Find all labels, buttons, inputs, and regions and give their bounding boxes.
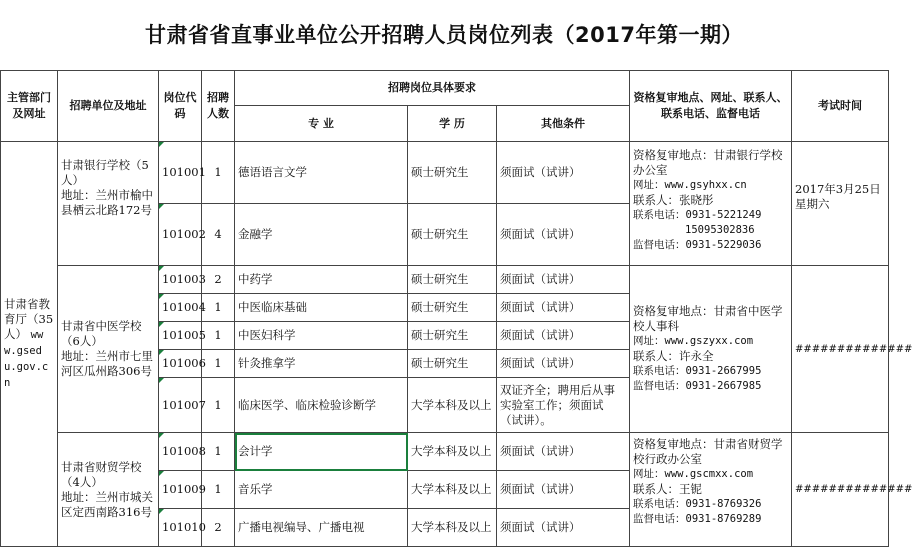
review-cell[interactable] (630, 142, 792, 266)
review-phone: 联系电话：0931-5221249 (633, 209, 762, 221)
job-education[interactable]: 硕士研究生 (408, 294, 497, 322)
exam-time[interactable]: ############## (792, 266, 889, 433)
job-other[interactable]: 须面试（试讲） (497, 471, 630, 509)
job-count[interactable]: 1 (202, 350, 235, 378)
header-code: 岗位代码 (159, 71, 202, 142)
job-major[interactable]: 中医妇科学 (235, 322, 408, 350)
unit-address: 地址：兰州市城关区定西南路316号 (61, 489, 153, 519)
job-code[interactable]: 101009 (159, 471, 202, 509)
review-phone: 联系电话：0931-8769326 (633, 498, 762, 510)
table-row[interactable] (1, 266, 889, 294)
review-phone: 联系电话：0931-2667995 (633, 365, 762, 377)
exam-time[interactable]: ############## (792, 433, 889, 547)
job-count[interactable]: 2 (202, 509, 235, 547)
job-code[interactable]: 101008 (159, 433, 202, 471)
exam-time[interactable]: 2017年3月25日星期六 (792, 142, 889, 266)
header-education: 学 历 (408, 106, 497, 142)
job-code[interactable]: 101005 (159, 322, 202, 350)
job-other[interactable]: 须面试（试讲） (497, 266, 630, 294)
review-cell[interactable] (630, 266, 792, 433)
job-education[interactable]: 大学本科及以上 (408, 378, 497, 433)
unit-cell[interactable] (58, 433, 159, 547)
job-education[interactable]: 大学本科及以上 (408, 433, 497, 471)
job-education[interactable]: 大学本科及以上 (408, 471, 497, 509)
review-location: 资格复审地点：甘肃省中医学校人事科 (633, 304, 783, 333)
job-count[interactable]: 1 (202, 322, 235, 350)
job-education[interactable]: 硕士研究生 (408, 350, 497, 378)
job-education[interactable]: 大学本科及以上 (408, 509, 497, 547)
job-count[interactable]: 1 (202, 378, 235, 433)
job-other[interactable]: 须面试（试讲） (497, 509, 630, 547)
job-count[interactable]: 1 (202, 471, 235, 509)
review-supervise-phone: 监督电话：0931-2667985 (633, 380, 762, 392)
table-row[interactable] (1, 433, 889, 471)
job-other[interactable]: 须面试（试讲） (497, 433, 630, 471)
header-major: 专 业 (235, 106, 408, 142)
unit-name: 甘肃省中医学校（6人） (61, 319, 142, 348)
page-title: 甘肃省省直事业单位公开招聘人员岗位列表（2017年第一期） (145, 23, 743, 47)
job-other[interactable]: 须面试（试讲） (497, 350, 630, 378)
job-count[interactable]: 1 (202, 294, 235, 322)
header-unit: 招聘单位及地址 (58, 71, 159, 142)
table-row[interactable] (1, 142, 889, 204)
job-education[interactable]: 硕士研究生 (408, 142, 497, 204)
job-other[interactable]: 须面试（试讲） (497, 322, 630, 350)
header-requirements: 招聘岗位具体要求 (235, 71, 630, 106)
unit-cell[interactable] (58, 142, 159, 266)
header-review: 资格复审地点、网址、联系人、联系电话、监督电话 (630, 71, 792, 142)
job-code[interactable]: 101003 (159, 266, 202, 294)
review-url: 网址：www.gsyhxx.cn (633, 179, 747, 191)
job-code[interactable]: 101010 (159, 509, 202, 547)
job-education[interactable]: 硕士研究生 (408, 322, 497, 350)
job-education[interactable]: 硕士研究生 (408, 204, 497, 266)
header-other: 其他条件 (497, 106, 630, 142)
job-code[interactable]: 101006 (159, 350, 202, 378)
job-major[interactable]: 音乐学 (235, 471, 408, 509)
job-major[interactable]: 德语语言文学 (235, 142, 408, 204)
job-major[interactable]: 中药学 (235, 266, 408, 294)
job-major[interactable]: 中医临床基础 (235, 294, 408, 322)
job-major-selected[interactable]: 会计学 (235, 433, 408, 471)
job-major[interactable]: 金融学 (235, 204, 408, 266)
job-education[interactable]: 硕士研究生 (408, 266, 497, 294)
header-dept: 主管部门及网址 (1, 71, 58, 142)
review-url: 网址：www.gszyxx.com (633, 335, 754, 347)
review-supervise-phone: 监督电话：0931-5229036 (633, 239, 762, 251)
job-table (0, 70, 912, 547)
job-code[interactable]: 101001 (159, 142, 202, 204)
job-code[interactable]: 101002 (159, 204, 202, 266)
job-major[interactable]: 广播电视编导、广播电视 (235, 509, 408, 547)
job-other[interactable]: 须面试（试讲） (497, 294, 630, 322)
review-supervise-phone: 监督电话：0931-8769289 (633, 513, 762, 525)
job-code[interactable]: 101004 (159, 294, 202, 322)
review-url: 网址：www.gscmxx.com (633, 468, 754, 480)
header-count: 招聘人数 (202, 71, 235, 142)
dept-url: www.gsedu.gov.cn (4, 329, 49, 389)
job-other[interactable]: 须面试（试讲） (497, 204, 630, 266)
dept-name: 甘肃省教育厅（35人） (4, 297, 54, 341)
review-location: 资格复审地点：甘肃银行学校办公室 (633, 148, 783, 177)
review-contact: 联系人：许永全 (633, 349, 714, 363)
job-count[interactable]: 1 (202, 433, 235, 471)
job-major[interactable]: 针灸推拿学 (235, 350, 408, 378)
job-count[interactable]: 4 (202, 204, 235, 266)
job-other[interactable]: 须面试（试讲） (497, 142, 630, 204)
review-location: 资格复审地点：甘肃省财贸学校行政办公室 (633, 437, 783, 466)
job-code[interactable]: 101007 (159, 378, 202, 433)
review-phone-2: 15095302836 (685, 224, 755, 236)
unit-address: 地址：兰州市榆中县栖云北路172号 (61, 188, 153, 217)
job-major[interactable]: 临床医学、临床检验诊断学 (235, 378, 408, 433)
job-count[interactable]: 1 (202, 142, 235, 204)
unit-name: 甘肃银行学校（5人） (61, 158, 149, 187)
review-contact: 联系人：张晓彤 (633, 193, 714, 207)
job-other[interactable]: 双证齐全；聘用后从事实验室工作；须面试（试讲）。 (497, 378, 630, 433)
header-time: 考试时间 (792, 71, 889, 142)
dept-cell[interactable] (1, 142, 58, 547)
job-count[interactable]: 2 (202, 266, 235, 294)
unit-name: 甘肃省财贸学校（4人） (61, 459, 142, 489)
review-contact: 联系人：王铌 (633, 482, 703, 496)
review-cell[interactable] (630, 433, 792, 547)
unit-address: 地址：兰州市七里河区瓜州路306号 (61, 349, 153, 378)
unit-cell[interactable] (58, 266, 159, 433)
